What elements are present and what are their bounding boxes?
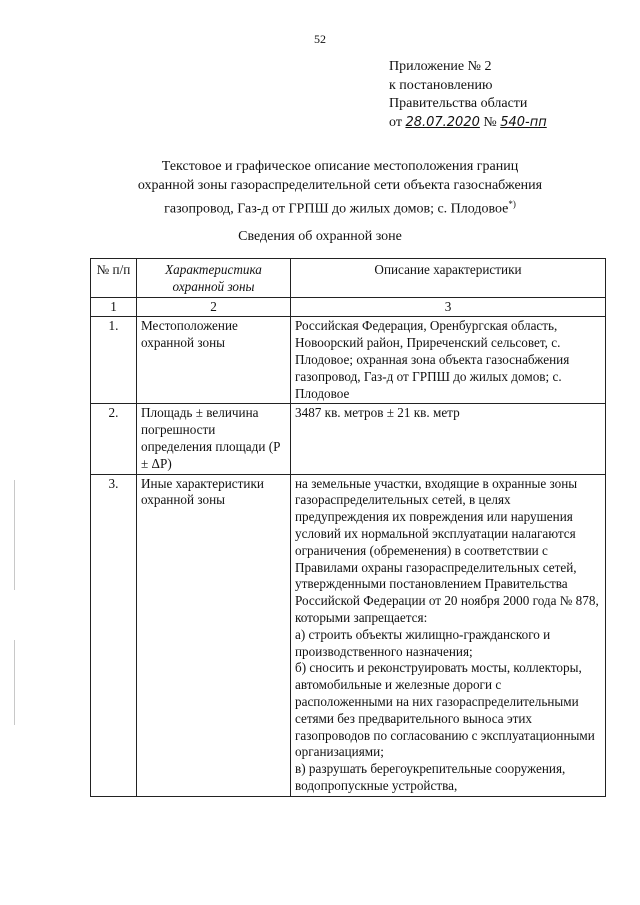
appendix-line: Правительства области [389, 96, 528, 111]
scan-edge-line [14, 480, 15, 590]
page-number: 52 [314, 32, 326, 46]
appendix-header [389, 58, 547, 132]
row-number: 1. [91, 317, 137, 404]
title-line-text: газопровод, Газ-д от ГРПШ до жилых домов; с. Плодовое [164, 201, 509, 217]
document-title [60, 157, 620, 219]
restriction-item: в) разрушать берегоукрепительные сооружения, водопропускные устройства, [295, 761, 566, 793]
column-header-description: Описание характеристики [291, 259, 606, 298]
section-subtitle: Сведения об охранной зоне [238, 229, 402, 244]
scan-edge-line [14, 640, 15, 725]
row-description [291, 474, 606, 796]
title-line: охранной зоны газораспределительной сети объекта газоснабжения [137, 178, 543, 193]
title-line [60, 195, 620, 219]
handwritten-number: 540-пп [500, 114, 547, 130]
appendix-title: Приложение № 2 [389, 59, 492, 74]
index-cell: 2 [137, 297, 291, 317]
appendix-line: к постановлению [389, 77, 493, 93]
row-characteristic: Местоположение охранной зоны [137, 317, 291, 404]
table-row [91, 317, 606, 404]
number-prefix: № [483, 114, 497, 130]
restriction-item: а) строить объекты жилищно-гражданского и производственного назначения; [295, 626, 551, 659]
table-header-row [91, 259, 606, 298]
appendix-date-line [389, 114, 547, 133]
row-number: 2. [91, 404, 137, 474]
handwritten-date: 28.07.2020 [405, 114, 480, 130]
index-cell: 1 [91, 297, 137, 317]
footnote-mark: *) [508, 199, 516, 209]
row-characteristic: Площадь ± величина погрешности определения площади (P ± ΔP) [137, 404, 291, 474]
table-index-row [91, 297, 606, 317]
table-row [91, 474, 606, 796]
description-intro: на земельные участки, входящие в охранные зоны газораспределительных сетей, в целях предупреждения их повреждения или нарушения условий их нормальной эксплуатации налагаются ограничения (обременения) в соответствии с Правилами охраны газораспределительных сетей, утвержденными постановлением Правительства Российской Федерации от 20 ноября 2000 года № 878, которыми запрещается: [295, 475, 599, 625]
row-number: 3. [91, 474, 137, 796]
protection-zone-table [90, 258, 606, 797]
restriction-item: б) сносить и реконструировать мосты, коллекторы, автомобильные и железные дороги с расположенными на них газораспределительными сетями без предварительного выноса этих газопроводов по согласованию с эксплуатационными организациями; [295, 660, 595, 760]
row-characteristic: Иные характеристики охранной зоны [137, 474, 291, 796]
title-line: Текстовое и графическое описание местоположения границ [161, 159, 519, 174]
index-cell: 3 [291, 297, 606, 317]
column-header-characteristic: Характеристика охранной зоны [137, 259, 291, 298]
column-header-number: № п/п [91, 259, 137, 298]
table-row [91, 404, 606, 474]
row-description: Российская Федерация, Оренбургская область, Новоорский район, Приреченский сельсовет, с. Плодовое; охранная зона объекта газоснабжения газопровод, Газ-д от ГРПШ до жилых домов; с. Плодовое [291, 317, 606, 404]
row-description: 3487 кв. метров ± 21 кв. метр [291, 404, 606, 474]
date-prefix: от [389, 114, 402, 130]
